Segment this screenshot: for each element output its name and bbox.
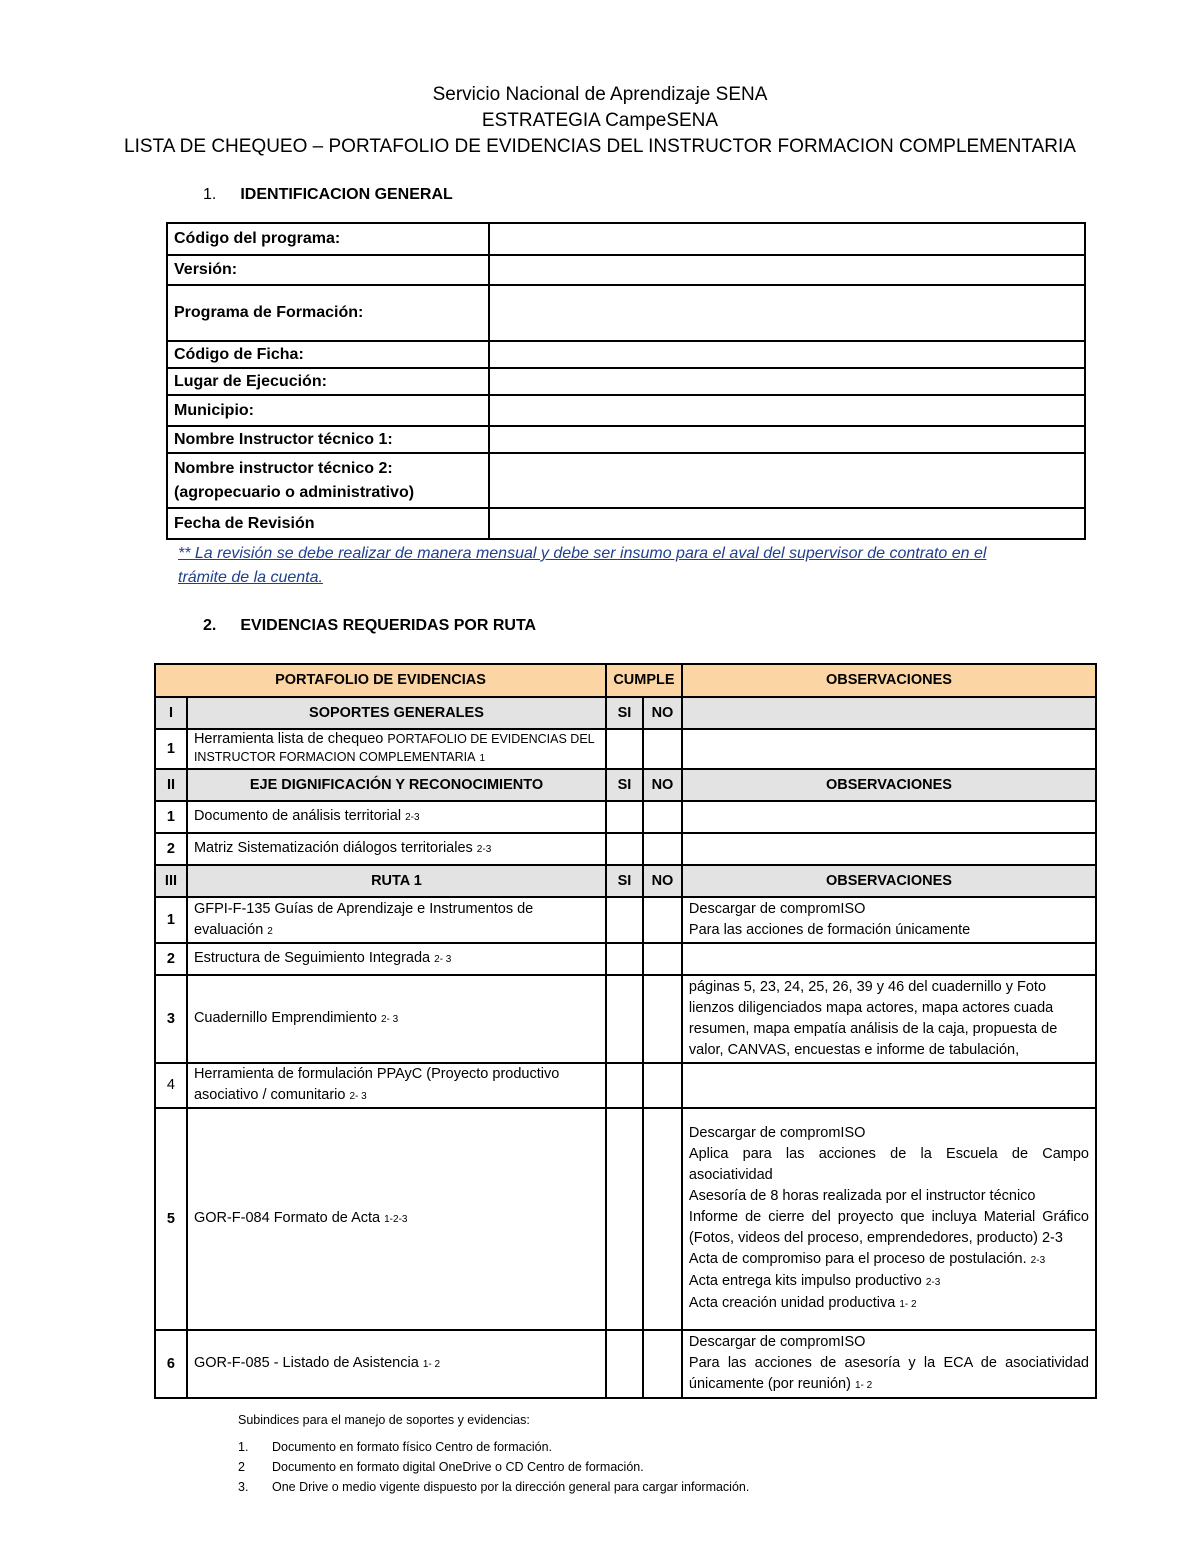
no-checkbox[interactable] — [643, 833, 682, 865]
evidence-subindex: 2-3 — [405, 812, 420, 823]
evidence-text-main: Estructura de Seguimiento Integrada — [193, 950, 435, 966]
no-checkbox[interactable] — [643, 801, 682, 833]
observation-line: Descargar de compromISO — [688, 901, 866, 917]
header-portfolio: PORTAFOLIO DE EVIDENCIAS — [155, 664, 606, 697]
row-number: 4 — [155, 1063, 187, 1108]
ident-value[interactable] — [489, 223, 1086, 255]
si-checkbox[interactable] — [606, 1063, 643, 1108]
evidence-subindex: 2- 3 — [349, 1091, 367, 1102]
observation-line: Aplica para las acciones de la Escuela de Campo asociatividad — [688, 1146, 1089, 1183]
ident-label — [167, 453, 489, 508]
ident-label-line: (agropecuario o administrativo) — [174, 483, 415, 501]
evidence-row — [155, 897, 1096, 943]
evidence-row — [155, 1063, 1096, 1108]
no-checkbox[interactable] — [643, 1108, 682, 1330]
si-checkbox[interactable] — [606, 897, 643, 943]
evidence-text-main: Documento de análisis territorial — [193, 808, 406, 824]
observaciones-cell[interactable] — [682, 801, 1096, 833]
footer-item — [238, 1477, 749, 1497]
evidence-text — [187, 729, 606, 769]
evidence-text — [187, 801, 606, 833]
observaciones-cell[interactable] — [682, 943, 1096, 975]
si-label: SI — [606, 769, 643, 801]
si-checkbox[interactable] — [606, 1108, 643, 1330]
evidence-subindex: 2-3 — [476, 844, 492, 855]
observation-line — [689, 1249, 1089, 1271]
footer-item-text: Documento en formato digital OneDrive o CD Centro de formación. — [272, 1460, 644, 1474]
header-line-2: ESTRATEGIA CampeSENA — [481, 110, 719, 131]
evidence-row — [155, 1108, 1096, 1330]
si-checkbox[interactable] — [606, 833, 643, 865]
ident-label: Fecha de Revisión — [167, 508, 489, 539]
group-observaciones: OBSERVACIONES — [682, 769, 1096, 801]
observation-line: Descargar de compromISO — [688, 1334, 866, 1350]
observaciones-cell[interactable] — [682, 729, 1096, 769]
ident-row — [167, 285, 1085, 341]
ident-row — [167, 341, 1085, 368]
row-number: 1 — [155, 801, 187, 833]
evidence-text — [187, 1108, 606, 1330]
observaciones-cell[interactable]: páginas 5, 23, 24, 25, 26, 39 y 46 del cuadernillo y Foto lienzos diligenciados mapa actores, mapa actores cuada resumen, mapa empatía análisis de la caja, propuesta de valor, CANVAS, encuestas e informe de tabulación, — [682, 975, 1096, 1063]
observation-line: Descargar de compromISO — [688, 1125, 866, 1141]
evidence-row — [155, 801, 1096, 833]
observaciones-cell[interactable] — [682, 1108, 1096, 1330]
evidence-header-row — [155, 664, 1096, 697]
si-checkbox[interactable] — [606, 801, 643, 833]
ident-label-line: Nombre instructor técnico 2: — [174, 459, 393, 477]
row-number: 5 — [155, 1108, 187, 1330]
no-checkbox[interactable] — [643, 1330, 682, 1398]
evidence-text-main: GOR-F-085 - Listado de Asistencia — [193, 1355, 423, 1371]
section-2-number: 2. — [203, 617, 217, 634]
observaciones-cell[interactable] — [682, 897, 1096, 943]
no-label: NO — [643, 697, 682, 729]
evidence-text-main: Herramienta lista de chequeo — [193, 731, 388, 747]
observation-subindex: 1- 2 — [899, 1299, 917, 1310]
si-checkbox[interactable] — [606, 1330, 643, 1398]
observation-line: Para las acciones de formación únicamente — [688, 922, 971, 938]
ident-value[interactable] — [489, 341, 1086, 368]
si-label: SI — [606, 697, 643, 729]
evidence-row — [155, 975, 1096, 1063]
evidence-text — [187, 1330, 606, 1398]
ident-label: Versión: — [167, 255, 489, 285]
group-title: SOPORTES GENERALES — [187, 697, 606, 729]
observation-line — [689, 1271, 1089, 1293]
no-checkbox[interactable] — [643, 1063, 682, 1108]
evidence-row — [155, 1330, 1096, 1398]
section-2-title — [203, 617, 536, 635]
ident-label: Código de Ficha: — [167, 341, 489, 368]
evidence-table — [154, 663, 1097, 1399]
ident-row — [167, 255, 1085, 285]
review-note: ** La revisión se debe realizar de manera mensual y debe ser insumo para el aval del supervisor de contrato en el trámite de la cuenta. — [178, 545, 987, 586]
footer-item — [238, 1437, 749, 1457]
header-cumple: CUMPLE — [606, 664, 682, 697]
ident-value[interactable] — [489, 255, 1086, 285]
observation-subindex: 2-3 — [925, 1277, 941, 1288]
observaciones-cell[interactable] — [682, 1330, 1096, 1398]
footer-list — [238, 1437, 749, 1497]
section-1-number: 1. — [203, 186, 217, 203]
row-number: 2 — [155, 943, 187, 975]
observation-text: Acta de compromiso para el proceso de postulación. — [688, 1251, 1031, 1267]
evidence-subindex: 1 — [479, 753, 486, 764]
ident-label: Municipio: — [167, 395, 489, 426]
group-row — [155, 769, 1096, 801]
footer-item-number: 1. — [238, 1440, 249, 1454]
group-observaciones: OBSERVACIONES — [682, 865, 1096, 897]
observation-text: Acta creación unidad productiva — [688, 1295, 900, 1311]
si-checkbox[interactable] — [606, 975, 643, 1063]
ident-row — [167, 508, 1085, 539]
evidence-text — [187, 833, 606, 865]
observation-line: Asesoría de 8 horas realizada por el instructor técnico — [688, 1188, 1036, 1204]
no-label: NO — [643, 769, 682, 801]
section-1-label: IDENTIFICACION GENERAL — [240, 186, 453, 203]
group-title: EJE DIGNIFICACIÓN Y RECONOCIMIENTO — [187, 769, 606, 801]
ident-value[interactable] — [489, 285, 1086, 341]
row-number: 1 — [155, 729, 187, 769]
ident-value[interactable] — [489, 395, 1086, 426]
group-number: II — [155, 769, 187, 801]
header-line-1: Servicio Nacional de Aprendizaje SENA — [432, 84, 768, 105]
group-number: III — [155, 865, 187, 897]
ident-row — [167, 223, 1085, 255]
observaciones-cell[interactable] — [682, 833, 1096, 865]
footer-item-text: One Drive o medio vigente dispuesto por la dirección general para cargar información. — [272, 1480, 750, 1494]
evidence-subindex: 1-2-3 — [384, 1214, 408, 1225]
ident-label: Nombre Instructor técnico 1: — [167, 426, 489, 453]
si-checkbox[interactable] — [606, 943, 643, 975]
observation-line — [689, 1353, 1089, 1396]
no-checkbox[interactable] — [643, 729, 682, 769]
row-number: 2 — [155, 833, 187, 865]
group-title: RUTA 1 — [187, 865, 606, 897]
ident-row — [167, 426, 1085, 453]
row-number: 6 — [155, 1330, 187, 1398]
no-checkbox[interactable] — [643, 975, 682, 1063]
si-label: SI — [606, 865, 643, 897]
section-2-label: EVIDENCIAS REQUERIDAS POR RUTA — [240, 617, 537, 634]
observation-text: Para las acciones de asesoría y la ECA de asociatividad únicamente (por reunión) — [688, 1355, 1089, 1392]
evidence-subindex: 2- 3 — [434, 954, 452, 965]
ident-label: Programa de Formación: — [167, 285, 489, 341]
header-observaciones: OBSERVACIONES — [682, 664, 1096, 697]
evidence-subindex: 2 — [267, 925, 273, 937]
observaciones-cell[interactable] — [682, 1063, 1096, 1108]
footer-title: Subindices para el manejo de soportes y evidencias: — [238, 1413, 530, 1427]
ident-value[interactable] — [489, 508, 1086, 539]
section-1-title — [203, 186, 453, 204]
ident-value[interactable] — [489, 426, 1086, 453]
evidence-subindex: 2- 3 — [380, 1014, 399, 1025]
group-observaciones — [682, 697, 1096, 729]
evidence-text-main: Matriz Sistematización diálogos territoriales — [193, 840, 477, 856]
ident-row — [167, 395, 1085, 426]
observation-line — [689, 1293, 1089, 1315]
evidence-subindex: 1- 2 — [422, 1359, 441, 1370]
no-checkbox[interactable] — [643, 897, 682, 943]
header-line-3: LISTA DE CHEQUEO – PORTAFOLIO DE EVIDENCIAS DEL INSTRUCTOR FORMACION COMPLEMENTARIA — [124, 136, 1076, 157]
document-header — [0, 82, 1200, 160]
ident-row — [167, 368, 1085, 395]
footer-item-number: 2 — [238, 1460, 245, 1474]
footer-item — [238, 1457, 749, 1477]
evidence-text — [187, 943, 606, 975]
si-checkbox[interactable] — [606, 729, 643, 769]
row-number: 3 — [155, 975, 187, 1063]
evidence-text — [187, 975, 606, 1063]
ident-value[interactable] — [489, 368, 1086, 395]
identification-table — [166, 222, 1086, 540]
evidence-text-main: Herramienta de formulación PPAyC (Proyecto productivo asociativo / comunitario — [193, 1066, 560, 1103]
ident-label: Código del programa: — [167, 223, 489, 255]
footer-item-number: 3. — [238, 1480, 249, 1494]
group-row — [155, 865, 1096, 897]
group-number: I — [155, 697, 187, 729]
evidence-text-main: GOR-F-084 Formato de Acta — [193, 1210, 385, 1226]
no-label: NO — [643, 865, 682, 897]
observation-line: Informe de cierre del proyecto que incluya Material Gráfico (Fotos, videos del proceso, emprendedores, producto) 2-3 — [688, 1209, 1089, 1246]
evidence-text-main: Cuadernillo Emprendimiento — [193, 1010, 381, 1026]
footer-item-text: Documento en formato físico Centro de formación. — [272, 1440, 552, 1454]
evidence-row — [155, 729, 1096, 769]
evidence-text — [187, 1063, 606, 1108]
evidence-row — [155, 833, 1096, 865]
evidence-row — [155, 943, 1096, 975]
ident-row — [167, 453, 1085, 508]
evidence-text-caps: PORTAFOLIO DE EVIDENCIAS DEL INSTRUCTOR FORMACION COMPLEMENTARIA — [193, 732, 595, 764]
group-row — [155, 697, 1096, 729]
no-checkbox[interactable] — [643, 943, 682, 975]
evidence-text — [187, 897, 606, 943]
row-number: 1 — [155, 897, 187, 943]
evidence-text-main: GFPI-F-135 Guías de Aprendizaje e Instrumentos de evaluación — [193, 900, 534, 938]
ident-value[interactable] — [489, 453, 1086, 508]
observation-subindex: 1- 2 — [854, 1380, 873, 1391]
observation-text: Acta entrega kits impulso productivo — [688, 1273, 926, 1289]
observation-subindex: 2-3 — [1030, 1255, 1046, 1266]
ident-label: Lugar de Ejecución: — [167, 368, 489, 395]
